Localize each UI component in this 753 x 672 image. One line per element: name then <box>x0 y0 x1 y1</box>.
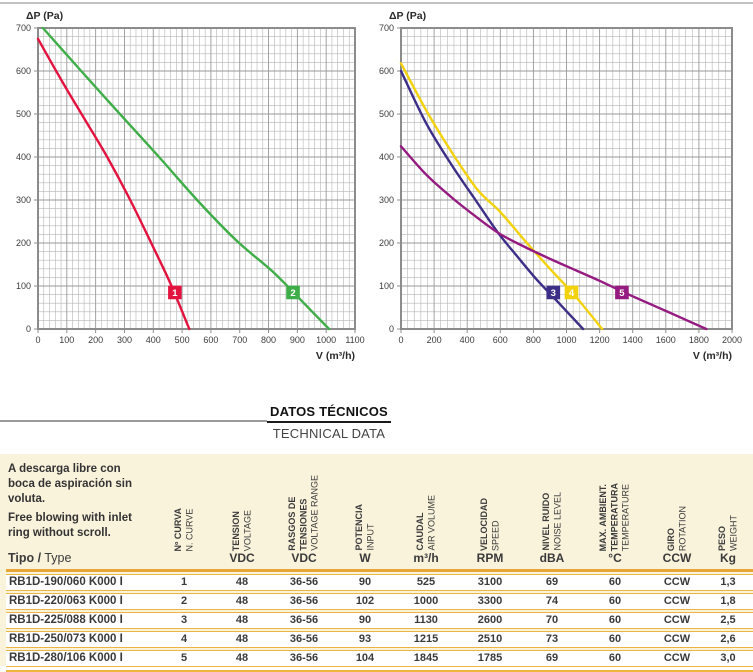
cell-weight: 1,3 <box>720 576 736 588</box>
cell-type: RB1D-220/063 K000 I <box>9 595 123 607</box>
svg-text:1: 1 <box>172 287 178 299</box>
cell-speed: 3300 <box>477 595 503 607</box>
cell-rotation: CCW <box>663 614 691 626</box>
svg-text:V (m³/h): V (m³/h) <box>315 350 355 362</box>
column-header-speed <box>458 462 522 568</box>
curve-label-3 <box>546 286 560 300</box>
cell-voltage: 48 <box>235 652 249 664</box>
unit-noise: dBA <box>539 551 565 565</box>
cell-weight: 1,8 <box>720 595 736 607</box>
cell-speed: 2510 <box>477 633 503 645</box>
cell-curve: 4 <box>180 633 188 645</box>
cell-power: 102 <box>355 595 375 607</box>
svg-text:0: 0 <box>35 335 41 345</box>
svg-text:1600: 1600 <box>655 335 676 345</box>
column-header-weight <box>706 462 750 568</box>
svg-text:1000: 1000 <box>316 335 337 345</box>
curve-label-1 <box>168 286 182 300</box>
curve-label-5 <box>615 286 629 300</box>
svg-text:2000: 2000 <box>721 335 743 345</box>
column-header-label-temp: MAX. AMBIENT. TEMPERATURA TEMPERATURE <box>598 482 631 551</box>
technical-data-table <box>0 454 753 666</box>
top-divider <box>0 2 753 4</box>
cell-noise: 70 <box>545 614 559 626</box>
unit-power: W <box>359 551 371 565</box>
curve-label-4 <box>565 286 579 300</box>
cell-power: 104 <box>355 652 375 664</box>
curve-2 <box>43 28 329 329</box>
cell-weight: 2,5 <box>720 614 736 626</box>
svg-text:600: 600 <box>15 66 31 76</box>
unit-voltage: VDC <box>229 551 255 565</box>
column-header-label-rotation: GIRO ROTATION <box>665 505 687 551</box>
svg-text:700: 700 <box>15 23 31 33</box>
svg-text:0: 0 <box>388 324 394 334</box>
pressure-flow-chart-left <box>0 6 376 366</box>
cell-range: 36-56 <box>289 595 319 607</box>
cell-airflow: 1845 <box>413 652 439 664</box>
cell-temp: 60 <box>608 614 622 626</box>
svg-text:500: 500 <box>378 109 394 119</box>
svg-text:V (m³/h): V (m³/h) <box>692 350 732 362</box>
unit-rotation: CCW <box>662 551 692 565</box>
table-row <box>6 631 753 648</box>
cell-airflow: 1000 <box>413 595 439 607</box>
column-header-label-weight: PESO WEIGHT <box>716 515 738 551</box>
svg-text:1100: 1100 <box>345 335 365 345</box>
datasheet-page <box>0 2 753 664</box>
unit-temp: °C <box>608 551 622 565</box>
svg-text:2: 2 <box>290 287 296 299</box>
cell-airflow: 1130 <box>414 614 438 626</box>
cell-rotation: CCW <box>663 576 691 588</box>
svg-text:4: 4 <box>568 287 575 299</box>
cell-temp: 60 <box>608 595 622 607</box>
section-title-primary: DATOS TÉCNICOS <box>267 404 391 423</box>
column-header-airflow <box>394 462 458 568</box>
column-header-label-range: RASGOS DE TENSIONES VOLTAGE RANGE <box>287 475 320 551</box>
svg-text:400: 400 <box>145 335 161 345</box>
svg-text:200: 200 <box>426 335 442 345</box>
cell-type: RB1D-280/106 K000 I <box>9 652 123 664</box>
table-row <box>6 593 753 610</box>
svg-text:1400: 1400 <box>622 335 643 345</box>
cell-type: RB1D-225/088 K000 I <box>9 614 123 626</box>
cell-type: RB1D-250/073 K000 I <box>9 633 123 645</box>
svg-text:0: 0 <box>25 324 31 334</box>
type-column-header <box>6 462 156 568</box>
svg-text:300: 300 <box>378 195 394 205</box>
svg-text:0: 0 <box>398 335 404 345</box>
svg-text:1800: 1800 <box>688 335 709 345</box>
column-header-power <box>336 462 394 568</box>
column-header-voltage <box>212 462 272 568</box>
svg-text:500: 500 <box>174 335 190 345</box>
cell-power: 90 <box>358 614 372 626</box>
svg-text:600: 600 <box>203 335 219 345</box>
cell-rotation: CCW <box>663 595 691 607</box>
curve-label-2 <box>286 286 300 300</box>
svg-text:700: 700 <box>378 23 394 33</box>
cell-curve: 2 <box>180 595 188 607</box>
cell-curve: 5 <box>180 652 188 664</box>
column-header-range <box>272 462 336 568</box>
svg-text:300: 300 <box>116 335 132 345</box>
performance-charts <box>0 6 753 366</box>
cell-range: 36-56 <box>289 576 319 588</box>
column-header-label-noise: NIVEL RUIDO NOISE LEVEL <box>540 492 562 551</box>
svg-text:100: 100 <box>59 335 75 345</box>
description-es: A descarga libre con boca de aspiración sin voluta. <box>8 463 132 506</box>
table-header-rule <box>6 569 753 572</box>
unit-airflow: m³/h <box>413 551 439 565</box>
pressure-flow-chart-right <box>376 6 748 366</box>
cell-curve: 3 <box>180 614 188 626</box>
svg-text:ΔP (Pa): ΔP (Pa) <box>26 10 64 22</box>
curve-5 <box>401 146 706 329</box>
svg-text:400: 400 <box>378 152 394 162</box>
cell-temp: 60 <box>608 576 622 588</box>
type-label-en: Type <box>44 551 72 565</box>
cell-weight: 2,6 <box>720 633 736 645</box>
cell-power: 93 <box>358 633 372 645</box>
column-header-label-voltage: TENSION VOLTAGE <box>230 509 252 551</box>
cell-type: RB1D-190/060 K000 I <box>9 576 123 588</box>
svg-text:600: 600 <box>378 66 394 76</box>
svg-text:3: 3 <box>550 287 556 299</box>
svg-text:ΔP (Pa): ΔP (Pa) <box>389 10 427 22</box>
column-header-label-airflow: CAUDAL AIR VOLUME <box>414 495 436 551</box>
cell-weight: 3,0 <box>720 652 736 664</box>
cell-noise: 69 <box>545 652 559 664</box>
svg-text:1000: 1000 <box>556 335 577 345</box>
cell-noise: 74 <box>545 595 559 607</box>
cell-voltage: 48 <box>235 576 249 588</box>
section-title-secondary: TECHNICAL DATA <box>272 426 386 441</box>
svg-text:500: 500 <box>15 109 31 119</box>
cell-speed: 3100 <box>477 576 503 588</box>
cell-rotation: CCW <box>663 633 691 645</box>
column-header-rotation <box>648 462 706 568</box>
cell-airflow: 1215 <box>413 633 439 645</box>
cell-range: 36-56 <box>289 633 319 645</box>
svg-text:200: 200 <box>378 238 394 248</box>
cell-noise: 73 <box>545 633 559 645</box>
cell-range: 36-56 <box>289 652 319 664</box>
svg-text:5: 5 <box>619 287 625 299</box>
svg-text:100: 100 <box>378 281 394 291</box>
column-header-temp <box>582 462 648 568</box>
cell-temp: 60 <box>608 633 622 645</box>
table-row <box>6 650 753 667</box>
svg-text:700: 700 <box>232 335 248 345</box>
table-header-row <box>6 462 753 568</box>
column-header-label-speed: VELOCIDAD SPEED <box>478 497 500 551</box>
cell-range: 36-56 <box>289 614 319 626</box>
type-header-label <box>8 551 156 568</box>
description-en: Free blowing with inlet ring without scroll. <box>8 511 132 539</box>
svg-text:100: 100 <box>15 281 31 291</box>
svg-text:800: 800 <box>525 335 541 345</box>
column-header-label-power: POTENCIA INPUT <box>353 504 375 551</box>
curve-1 <box>38 39 189 329</box>
cell-voltage: 48 <box>235 595 249 607</box>
cell-speed: 1785 <box>477 652 503 664</box>
unit-range: VDC <box>291 551 317 565</box>
cell-speed: 2600 <box>477 614 503 626</box>
table-row <box>6 574 753 591</box>
svg-text:600: 600 <box>492 335 508 345</box>
column-header-label-curve: Nº CURVA N. CURVE <box>172 507 194 551</box>
cell-voltage: 48 <box>235 633 249 645</box>
svg-text:400: 400 <box>459 335 475 345</box>
unit-speed: RPM <box>476 551 504 565</box>
title-rule-left <box>0 420 267 422</box>
cell-power: 90 <box>358 576 372 588</box>
product-description <box>8 462 150 541</box>
svg-text:200: 200 <box>15 238 31 248</box>
svg-text:800: 800 <box>261 335 277 345</box>
column-header-curve <box>156 462 212 568</box>
cell-airflow: 525 <box>416 576 436 588</box>
cell-voltage: 48 <box>235 614 249 626</box>
type-label-es: Tipo / <box>8 551 42 565</box>
svg-text:300: 300 <box>15 195 31 205</box>
cell-curve: 1 <box>180 576 188 588</box>
svg-text:900: 900 <box>289 335 305 345</box>
section-title <box>0 404 753 444</box>
column-header-noise <box>522 462 582 568</box>
table-row <box>6 612 753 629</box>
svg-text:1200: 1200 <box>589 335 610 345</box>
cell-temp: 60 <box>608 652 622 664</box>
cell-rotation: CCW <box>663 652 691 664</box>
unit-weight: Kg <box>720 551 736 565</box>
table-body <box>6 574 753 667</box>
svg-text:200: 200 <box>88 335 104 345</box>
svg-text:400: 400 <box>15 152 31 162</box>
cell-noise: 69 <box>545 576 559 588</box>
